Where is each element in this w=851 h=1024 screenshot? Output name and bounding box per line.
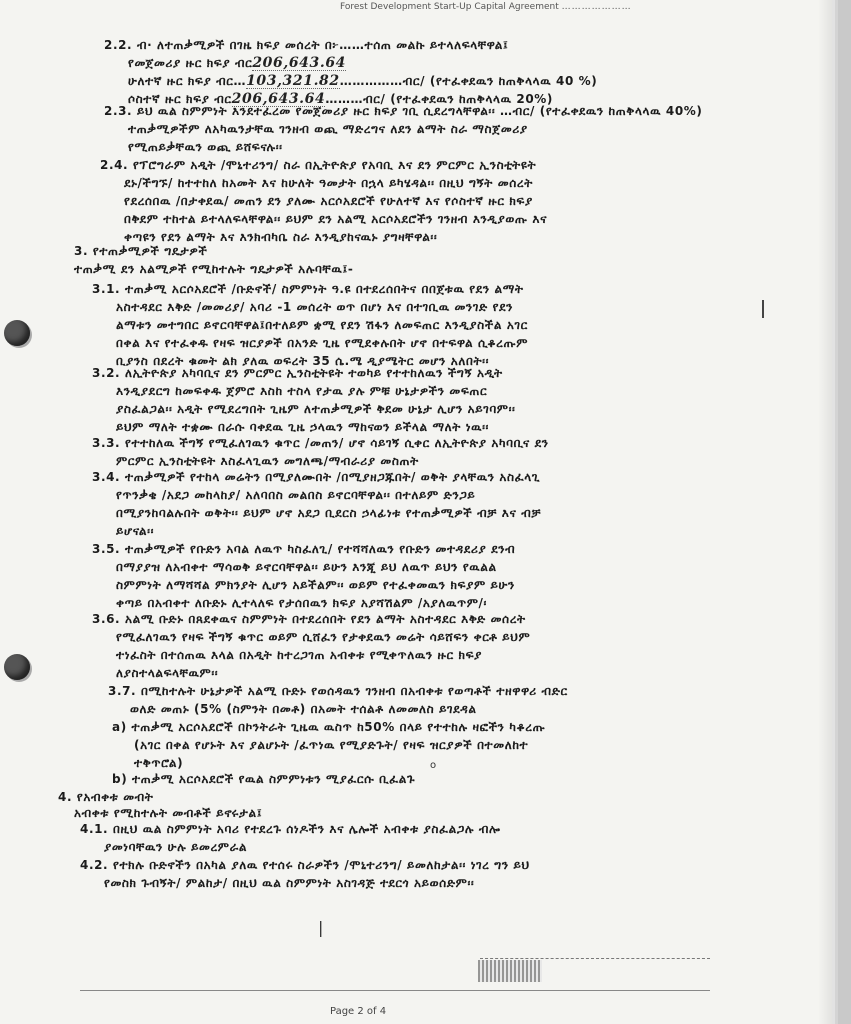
handwritten-amount: 206,643.64 — [231, 91, 326, 107]
line-text: ሶስተኛ ዙር ክፍያ ብር — [128, 92, 232, 106]
line-text: ይህም ማለት ተቋሙ በራሱ ባቀደዉ ጊዜ ኃላዉን ማከናወን ይችላል ማለት ነዉ፡፡ — [116, 420, 489, 434]
line-text: የሚፈለገዉን የዛፍ ችግኝ ቁጥር ወይም ሲሸፈን የታቀደዉን መሬት ሳይሸፍን ቀርቶ ይህም — [116, 630, 531, 644]
text-line — [116, 420, 489, 434]
text-line — [116, 336, 528, 350]
line-text: ያስፈልጋል፡፡ አዲት የሚደረግበት ጊዜም ለተጠቃሚዎች ቅደመ ሁኔታ ሊሆን አይገባም፡፡ — [116, 402, 516, 416]
line-text: ምርምር ኢንስቲትዩት እስፈላጊዉን መግለጫ/ማብራሪያ መስጠት — [116, 454, 419, 468]
line-text: የጥንቃቄ /አደጋ መከላከያ/ አለባበስ መልበስ ይኖርባቸዋል፡፡ በተለይም ድንጋይ — [116, 488, 476, 502]
footer-barcode-stamp — [478, 960, 542, 982]
margin-mark — [762, 300, 764, 318]
line-text: ቀጣዩን የደን ልማት እና እንክብካቤ ስራ እንዲያከናዉኑ ያግዛቸዋል፡፡ — [124, 230, 438, 244]
text-line — [130, 702, 477, 716]
line-text: በቅደም ተከተል ይተላለፍላቸዋል፡፡ ይህም ደን አልሚ አርሶአደሮችን ገንዘብ እንዲያወጡ እና — [124, 212, 548, 226]
line-text: 2.3. ይህ ዉል ስምምነት እንደተፈረመ የመጀመሪያ ዙር ክፍያ ገቢ ሲደረግላቸዋል፡፡ …ብር/ (የተፈቀደዉን ከጠቅላላዉ 40%) — [104, 104, 703, 118]
line-text-after: ………ብር/ (የተፈቀደዉን ከጠቅላላዉ 20%) — [325, 92, 553, 106]
line-text: የደረሰበዉ /በታቀደዉ/ መጠን ደን ያለሙ አርሶአደሮች የሁለተኛ እና የሶስተኛ ዙር ክፍያ — [124, 194, 533, 208]
line-text: ይሆናል፡፡ — [116, 524, 155, 538]
line-text: 3.2. ለኢትዮጵያ አካባቢና ደን ምርምር ኢንስቲትዩት ተወካይ የተተከለዉን ችግኝ አዲት — [92, 366, 503, 380]
line-text: a) ተጠቃሚ አርሶአደሮች በኮንትራት ጊዜዉ ዉስጥ ከ50% በላይ የተተከሉ ዛፎችን ካቆረጡ — [112, 720, 546, 734]
text-line — [80, 858, 530, 872]
text-line — [58, 790, 154, 804]
text-line — [116, 596, 487, 610]
footer-dashed-rule — [480, 958, 710, 959]
line-text: አብቀቱ የሚከተሉት መብቶች ይኖሩታል፤ — [74, 806, 263, 820]
line-text: ቀጣይ በአብቀተ ለቡድኑ ሊተላለፍ የታሰበዉን ክፍያ አያሻሽልም /አያለዉጥም/፡ — [116, 596, 487, 610]
text-line — [74, 806, 262, 820]
text-line — [104, 876, 474, 890]
line-text-after: ……………ብር/ (የተፈቀደዉን ከጠቅላላዉ 40 %) — [339, 74, 598, 88]
line-text: በማያያዝ ለአብቀተ ማሳወቅ ይኖርባቸዋል፡፡ ይሁን እንጂ ይህ ለዉጥ ይህን የዉልል — [116, 560, 497, 574]
text-line — [116, 524, 154, 538]
text-line — [116, 630, 530, 644]
text-line — [116, 488, 475, 502]
text-line — [74, 262, 353, 276]
text-line — [92, 542, 515, 556]
text-line — [124, 230, 437, 244]
line-text: 3.6. አልሚ ቡድኑ በጸደቀዉና ስምምነት በተደረሰበት የደን ልማት አስተዳደር እቅድ መሰረት — [92, 612, 526, 626]
text-line — [100, 158, 536, 172]
line-text: 2.4. የፕሮግራም አዲት /ሞኒተሪንግ/ ስራ በኢትዮጵያ የአባቢ እና ደን ምርምር ኢንስቲትዩት — [100, 158, 537, 172]
line-text: ያመነባቸዉን ሁሉ ይመረምራል — [104, 840, 248, 854]
line-text: ተቅጥሮል) — [134, 756, 184, 770]
text-line — [134, 738, 528, 752]
line-text: 2.2. ብ· ለተጠቃሚዎች በገዜ ክፍያ መሰረት በ፦……ተሰጠ መልኩ ይተላለፍላቸዋል፤ — [104, 38, 509, 52]
text-line — [128, 140, 283, 154]
line-text: የመስክ ጉብኝት/ ምልከታ/ በዚህ ዉል ስምምነት አስገዳጅ ተደርጎ አይወሰድም፡፡ — [104, 876, 475, 890]
text-line — [128, 74, 597, 89]
line-text: በቀል እና የተፈቀዱ የዛፍ ዝርያዎች በአንድ ጊዜ የሚደቀሉበት ሆኖ በተፍዋል ሲቆረጡም — [116, 336, 529, 350]
line-text: 3.4. ተጠቃሚዎች የተከላ መሬትን በሚያለሙበት /በሚያዘጋጁበት/ ወቅት ያላቸዉን አስፈላጊ — [92, 470, 541, 484]
text-line — [124, 194, 533, 208]
line-text: ተጠቃሚ ደን አልሚዎች የሚከተሉት ግዴታዎች አሉባቸዉ፤- — [74, 262, 354, 276]
text-line — [116, 454, 419, 468]
line-text: እንዲያደርግ ከመፍቀዱ ጀምሮ እስከ ተስላ የታዉ ያሉ ምቹ ሁኔታዎችን መፍጠር — [116, 384, 488, 398]
header-title: Forest Development Start-Up Capital Agreement — [340, 2, 559, 12]
ink-dot: o — [430, 760, 437, 771]
line-text: ሁለተኛ ዙር ክፍያ ብር… — [128, 74, 247, 88]
line-text: 4.1. በዚህ ዉል ስምምነት አባሪ የተደረጉ ሰነዶችን እና ሌሎች አብቀቱ ያስፈልጋሉ ብሎ — [80, 822, 501, 836]
line-text: ተነፈስት በተሰጠዉ እላል በአዲት ከተረጋገጠ አብቀቱ የሚቀጥለዉን ዙር ክፍያ — [116, 648, 483, 662]
text-line — [134, 756, 183, 770]
text-line — [112, 772, 415, 786]
line-text: ተጠቃሚዎችም ለአካዉንታቸዉ ገንዘብ ወጪ ማድረግና ለደን ልማት ስራ ማስጀመሪያ — [128, 122, 528, 136]
line-text: ለያስተላልፍላቸዉም፡፡ — [116, 666, 219, 680]
ink-tick: | — [318, 918, 324, 937]
text-line — [116, 300, 513, 314]
footer-rule — [80, 990, 710, 991]
text-line — [116, 384, 487, 398]
line-text: 3.3. የተተከለዉ ችግኝ የሚፈለገዉን ቁጥር /መጠን/ ሆኖ ሳይገኝ ሲቀር ለኢትዮጵያ አካባቢና ደን — [92, 436, 549, 450]
line-text: 3.5. ተጠቃሚዎች የቡድን አባል ለዉጥ ካስፈለጊ/ የተሻሻለዉን የቡድን መተዳደሪያ ደንብ — [92, 542, 516, 556]
text-line — [74, 244, 207, 258]
line-text: 3.1. ተጠቃሚ አርሶአደሮች /ቡድኖች/ ስምምነት ዓ.ዩ በተደረሰበትና በበጀቱዉ የደን ልማት — [92, 282, 524, 296]
line-text: የሚጠይቃቸዉን ወጪ ይሸፍናሉ፡፡ — [128, 140, 283, 154]
text-line — [108, 684, 568, 698]
text-line — [116, 560, 497, 574]
line-text: (አገር በቀል የሆኑት እና ያልሆኑት /ፈጥነዉ የሚያድጉት/ የዛፍ ዝርያዎች በተመለከተ — [134, 738, 529, 752]
text-line — [104, 840, 247, 854]
handwritten-amount: 103,321.82 — [246, 73, 340, 89]
text-line — [116, 666, 218, 680]
line-text: 3. የተጠቃሚዎች ግዴታዎች — [74, 244, 208, 258]
line-text: ወለድ መጠኑ (5% (ስምንት በመቶ) በአመት ተሰልቶ ለመመለስ ይገደዳል — [130, 702, 477, 716]
line-text: ስምምነት ለማሻሻል ምክንያት ሊሆን አይችልም፡፡ ወይም የተፈቀመዉን ክፍያም ይሁን — [116, 578, 515, 592]
text-line — [104, 38, 508, 52]
header-dots: ………………… — [561, 2, 632, 12]
text-line — [92, 282, 524, 296]
text-line — [104, 104, 703, 118]
text-line — [116, 402, 515, 416]
line-text: የመጀመሪያ ዙር ክፍያ ብር — [128, 56, 253, 70]
line-text: ልማቱን መተግበር ይኖርባቸዋል፤በተለይም ቋሚ የደን ሽፋን ለመፍጠር እንዲያስችል አገር — [116, 318, 528, 332]
text-line — [80, 822, 500, 836]
text-line — [112, 720, 545, 734]
text-line — [124, 176, 533, 190]
text-line — [92, 470, 540, 484]
text-line — [92, 436, 549, 450]
page-number: Page 2 of 4 — [330, 1006, 387, 1017]
line-text: 3.7. በሚከተሉት ሁኔታዎች አልሚ ቡድኑ የወሰዳዉን ገንዘብ በአብቀቱ የወጣቶች ተዘዋዋሪ ብድር — [108, 684, 568, 698]
text-line — [116, 648, 482, 662]
line-text: 4.2. የተክሉ ቡድኖችን በአካል ያለዉ የተሰሩ ስራዎችን /ሞኒተሪንግ/ ይመለከታል፡፡ ነገረ ግን ይህ — [80, 858, 530, 872]
text-line — [124, 212, 547, 226]
handwritten-amount: 206,643.64 — [252, 55, 347, 71]
text-line — [128, 56, 346, 71]
line-text: ደኑ/ችግኙ/ ከተተከለ ከአመት እና ከሁለት ዓመታት በኋላ ይካሄዳል፡፡ በዚህ ግኝት መሰረት — [124, 176, 533, 190]
line-text: በሚያንከባልሉበት ወቅት፡፡ ይህም ሆኖ አደጋ ቢደርስ ኃላፊነቱ የተጠቃሚዎች ብቻ እና ብቻ — [116, 506, 542, 520]
line-text: 4. የአብቀቱ መብት — [58, 790, 154, 804]
text-line — [128, 122, 528, 136]
text-line — [116, 578, 515, 592]
line-text: ቢያንስ በደረት ቁመት ልክ ያለዉ ወፍረት 35 ሴ.ሜ ዲያሜትር መሆን አለበት፡፡ — [116, 354, 490, 368]
line-text: አስተዳደር እቅድ /መመሪያ/ አባሪ -1 መሰረት ወጥ በሆነ እና በተገቢዉ መንገድ የደን — [116, 300, 514, 314]
text-line — [92, 612, 526, 626]
text-line — [116, 318, 528, 332]
text-line — [116, 506, 541, 520]
text-line — [92, 366, 503, 380]
line-text: b) ተጠቃሚ አርሶአደሮች የዉል ስምምነቱን ሚያፈርሱ ቢፈልጉ — [112, 772, 416, 786]
